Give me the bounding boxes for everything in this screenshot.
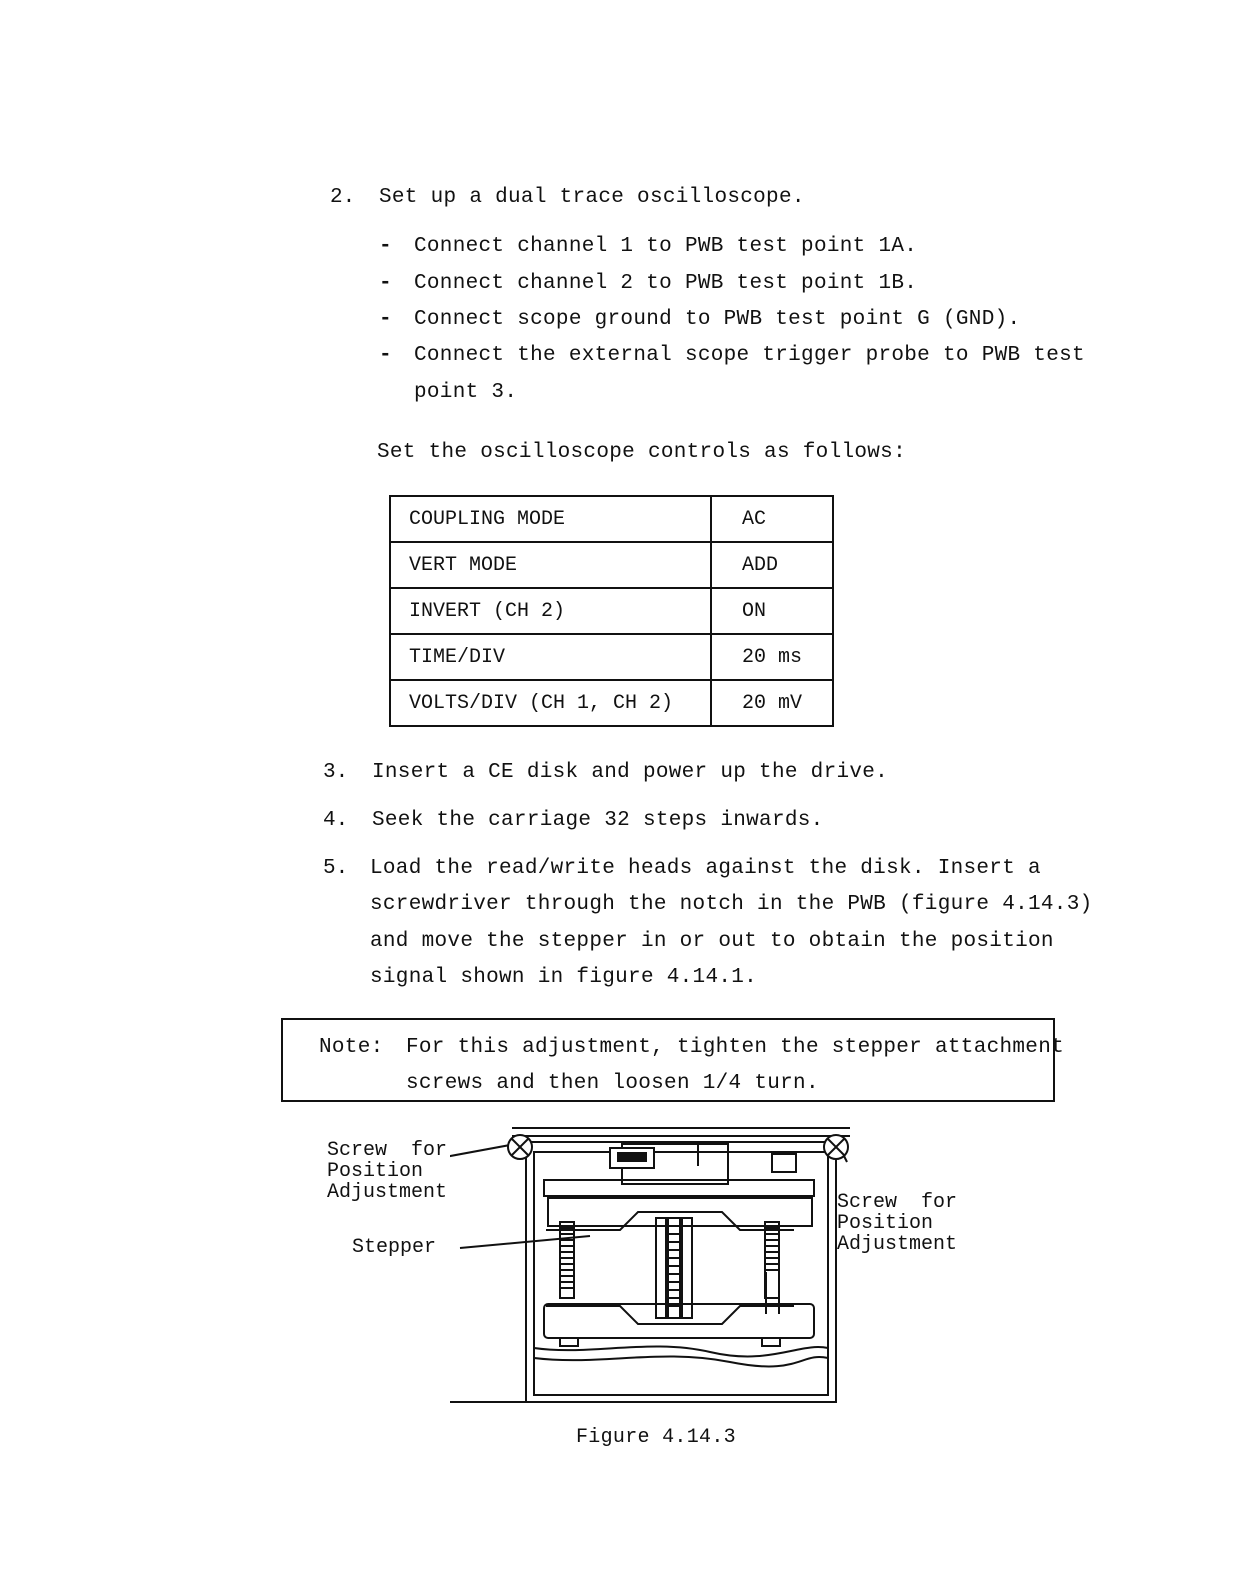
left-screw-leader: [450, 1145, 510, 1157]
step-3-text: Insert a CE disk and power up the drive.: [372, 761, 889, 784]
table-row: [390, 542, 833, 588]
right-screw-icon: [824, 1135, 848, 1159]
step-4-number: 4.: [323, 809, 349, 832]
stepper-assembly-figure: [450, 1122, 860, 1412]
bullet-dash-3: -: [379, 308, 392, 331]
setting-value: ON: [711, 588, 833, 634]
stepper-label: Stepper: [352, 1236, 437, 1259]
table-row: [390, 634, 833, 680]
left-screw-label: Screw for Position Adjustment: [327, 1139, 448, 1204]
setting-value: 20 ms: [711, 634, 833, 680]
step-2-text: Set up a dual trace oscilloscope.: [379, 186, 805, 209]
setting-value: ADD: [711, 542, 833, 588]
step-5-number: 5.: [323, 857, 349, 880]
bullet-3: Connect scope ground to PWB test point G (GND).: [414, 308, 1021, 331]
table-row: [390, 588, 833, 634]
setting-name: TIME/DIV: [390, 634, 711, 680]
bullet-2: Connect channel 2 to PWB test point 1B.: [414, 272, 918, 295]
disk-surface: [534, 1346, 828, 1356]
step-5-line-3: and move the stepper in or out to obtain the position: [370, 930, 1054, 953]
bullet-dash-2: -: [379, 272, 392, 295]
note-line-1: For this adjustment, tighten the stepper attachment: [406, 1036, 1065, 1059]
bullet-dash-1: -: [379, 235, 392, 258]
right-spring: [765, 1222, 779, 1298]
stepper-body-top: [546, 1212, 794, 1230]
step-5-line-1: Load the read/write heads against the disk. Insert a: [370, 857, 1041, 880]
setting-value: 20 mV: [711, 680, 833, 726]
table-row: [390, 496, 833, 542]
oscilloscope-settings-table: [389, 495, 834, 727]
setting-name: VOLTS/DIV (CH 1, CH 2): [390, 680, 711, 726]
note-label: Note:: [319, 1036, 384, 1059]
setting-name: INVERT (CH 2): [390, 588, 711, 634]
stepper-body-bottom: [546, 1306, 794, 1324]
figure-caption: Figure 4.14.3: [576, 1426, 736, 1449]
controls-intro: Set the oscilloscope controls as follows:: [377, 441, 906, 464]
upper-plate: [544, 1180, 814, 1196]
step-3-number: 3.: [323, 761, 349, 784]
bullet-dash-4: -: [379, 344, 392, 367]
setting-name: COUPLING MODE: [390, 496, 711, 542]
connector-right: [772, 1154, 796, 1172]
bullet-4-continued: point 3.: [414, 381, 518, 404]
table-row: [390, 680, 833, 726]
step-2-number: 2.: [330, 186, 356, 209]
step-4-text: Seek the carriage 32 steps inwards.: [372, 809, 824, 832]
left-screw-icon: [508, 1135, 532, 1159]
setting-name: VERT MODE: [390, 542, 711, 588]
note-line-2: screws and then loosen 1/4 turn.: [406, 1072, 819, 1095]
bullet-4: Connect the external scope trigger probe to PWB test: [414, 344, 1085, 367]
step-5-line-2: screwdriver through the notch in the PWB (figure 4.14.3): [370, 893, 1093, 916]
setting-value: AC: [711, 496, 833, 542]
bullet-1: Connect channel 1 to PWB test point 1A.: [414, 235, 918, 258]
right-screw-label: Screw for Position Adjustment: [837, 1191, 958, 1256]
left-spring: [560, 1222, 574, 1298]
step-5-line-4: signal shown in figure 4.14.1.: [370, 966, 758, 989]
